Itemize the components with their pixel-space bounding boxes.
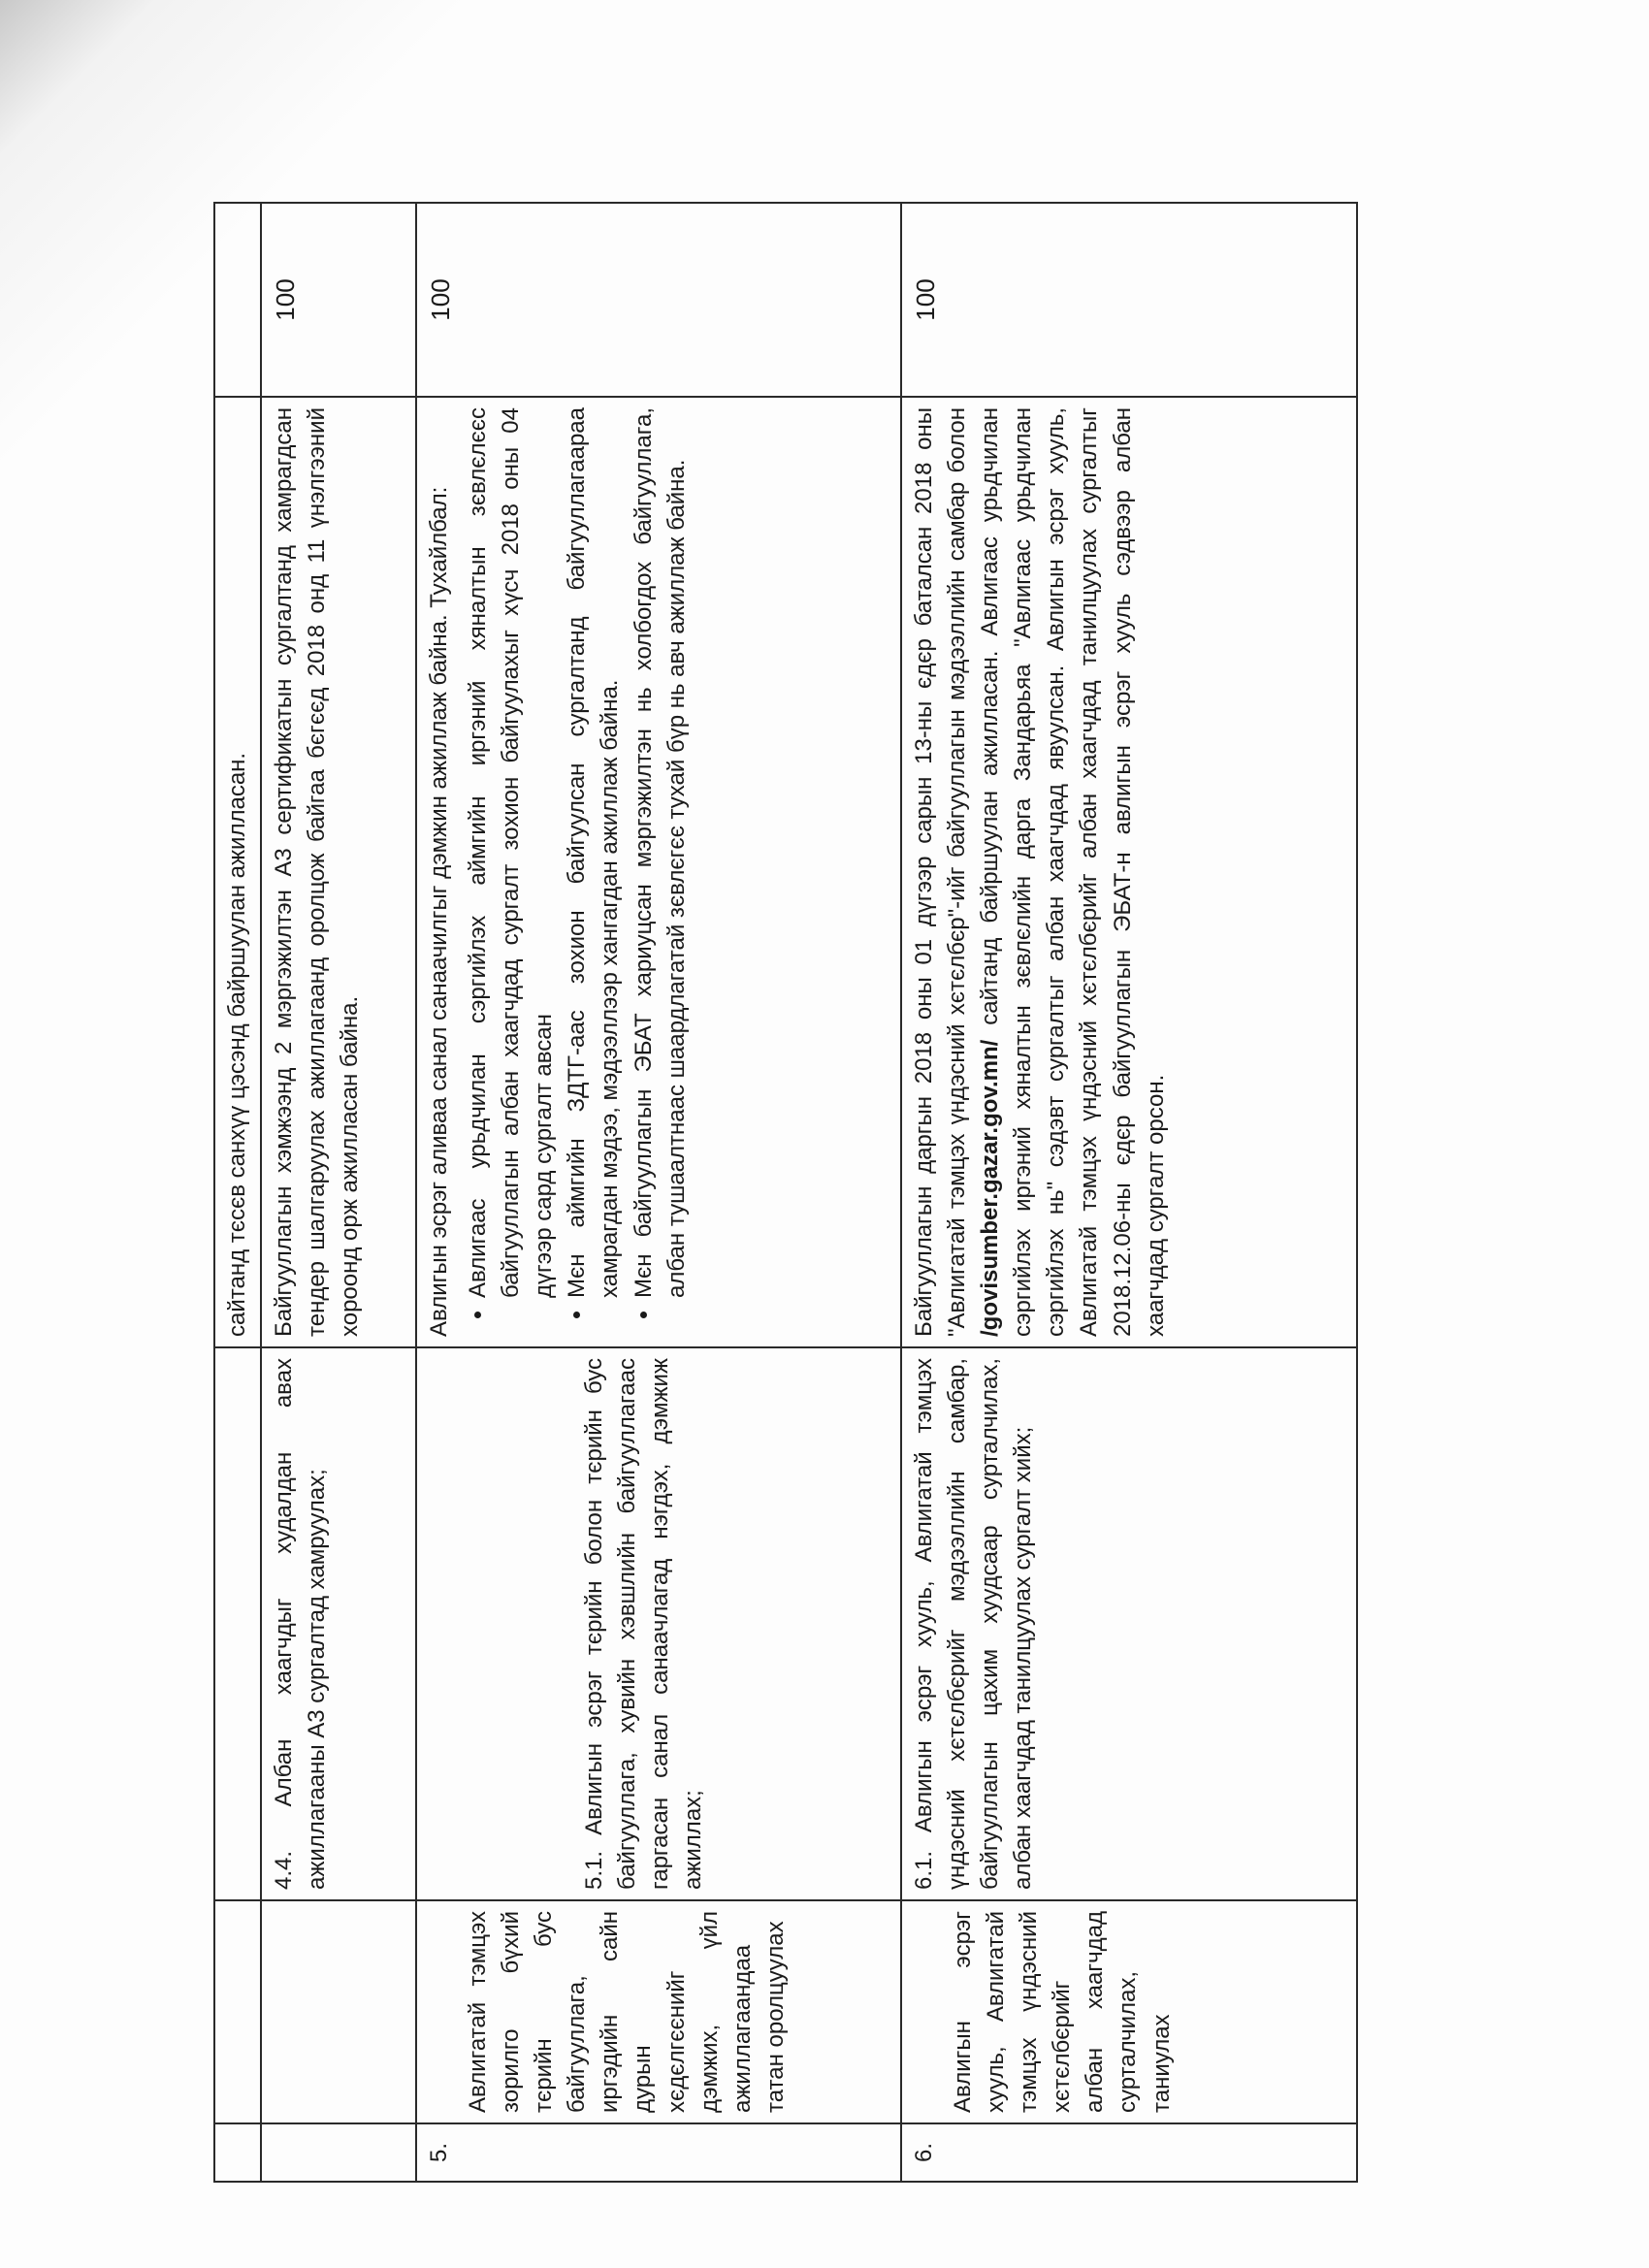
row-number-6: 6.: [901, 2123, 1357, 2182]
list-item: • Мєн байгууллагын ЭБАТ хариуцсан мэргэжилтэн нь холбогдох байгууллага, албан тушаалтнаас шаардлагатай зєвлєгєє тухай бүр нь авч ажиллаж байна.: [628, 407, 694, 1298]
result-cell: сайтанд тєсєв санхүү цэсэнд байршуулан ажилласан.: [214, 397, 261, 1347]
goal-6: [901, 1900, 1357, 2123]
percent-cell: [214, 203, 261, 397]
percent-5: 100: [416, 203, 901, 397]
result-5-intro: Авлигын эсрэг аливаа санал санаачилгыг дэмжин ажиллаж байна. Тухайлбал:: [426, 486, 453, 1337]
num-cell: [261, 2123, 416, 2182]
action-5-1-text: 5.1. Авлигын эсрэг тєрийн болон тєрийн бус байгууллага, хувийн хэвшлийн байгууллагаас гаргасан санал санаачлагад нэгдэх, дэмжиж ажиллах;: [581, 1358, 707, 1890]
goal-5: [416, 1900, 901, 2123]
result-5: [416, 397, 901, 1347]
table-row-4-4: [261, 203, 416, 2182]
action-5-1: [416, 1347, 901, 1900]
percent-4-4: 100: [261, 203, 416, 397]
goal-5-text: Авлигатай тэмцэх зорилго бүхий тєрийн бус байгууллага, иргэдийн сайн дурын хєдєлгєєнийг дэмжих, үйл ажиллагаандаа татан оролцуулах: [465, 1911, 789, 2113]
table-row-5: [416, 203, 901, 2182]
action-cell: [214, 1347, 261, 1900]
list-item: • Мєн аймгийн ЗДТГ-аас зохион байгуулсан сургалтанд байгууллагаараа хамрагдан мэдээ, мэдээллээр хангагдан ажиллаж байна.: [561, 407, 627, 1298]
result-4-4: Байгууллагын хэмжээнд 2 мэргэжилтэн А3 сертификатын сургалтанд хамрагдсан тендер шалгаруулах ажиллагаанд оролцож байгаа бєгєєд 2018 онд 11 үнэлгээний хороонд орж ажилласан байна.: [261, 397, 416, 1347]
table-row-6: [901, 203, 1357, 2182]
result-6-part2: сайтанд байршуулан ажилласан. Авлигаас урьдчилан сэргийлэх иргэний хяналтын зєвлєлийн дарга Зандарьяа "Авлигаас урьдчилан сэргийлэх нь" сэдэвт сургалтыг албан хаагчдад явуулсан. Авлигын эсрэг хууль, Авлигатай тэмцэх үндэсний хєтєлбєрийг албан хаагчдад танилцуулах сургалтыг 2018.12.06-ны єдєр байгууллагын ЭБАТ-н авлигын эсрэг хууль сэдвээр албан хаагчдад сургалт орсон.: [977, 407, 1169, 1337]
row-number-5: 5.: [416, 2123, 901, 2182]
result-6-part1: Байгууллагын даргын 2018 оны 01 дүгээр сарын 13-ны єдєр баталсан 2018 оны "Авлигатай тэмцэх үндэсний хєтєлбєр"-ийг байгууллагын мэдээллийн самбар болон: [911, 407, 971, 1337]
result-5-bullets: [462, 407, 694, 1337]
percent-6: 100: [901, 203, 1357, 397]
website-link: /govisumber.gazar.gov.mn/: [977, 1039, 1004, 1337]
rotated-page: [213, 204, 1348, 2183]
goal-6-text: Авлигын эсрэг хууль, Авлигатай тэмцэх үндэсний хєтєлбєрийг албан хаагчдад сурталчилах, таниулах: [950, 1911, 1175, 2113]
result-6: [901, 397, 1357, 1347]
action-4-4: 4.4. Албан хаагчдыг худалдан авах ажиллагааны А3 сургалтад хамруулах;: [261, 1347, 416, 1900]
goal-cell: [214, 1900, 261, 2123]
report-table: [213, 202, 1358, 2183]
num-cell: [214, 2123, 261, 2182]
list-item: • Авлигаас урьдчилан сэргийлэх аймгийн иргэний хяналтын зєвлєлєєс байгууллагын албан хаагчдад сургалт зохион байгуулахыг хүсч 2018 оны 04 дүгээр сард сургалт авсан: [462, 407, 561, 1298]
goal-cell: [261, 1900, 416, 2123]
action-6-1: 6.1. Авлигын эсрэг хууль, Авлигатай тэмцэх үндэсний хєтєлбєрийг мэдээллийн самбар, байгууллагын цахим хуудсаар сурталчилах, албан хаагчдад танилцуулах сургалт хийх;: [901, 1347, 1357, 1900]
table-row-continuation: [214, 203, 261, 2182]
